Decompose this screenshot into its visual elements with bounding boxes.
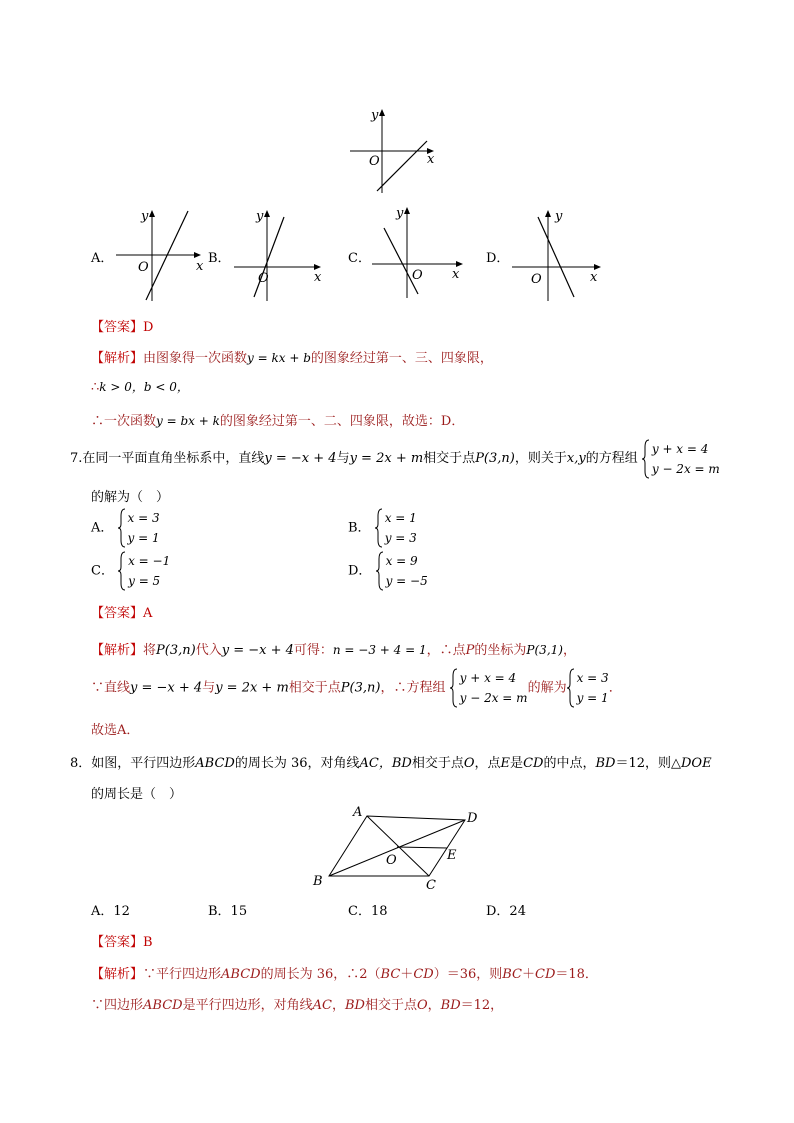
q8-stem-line1: 8．如图，平行四边形ABCD的周长为 36，对角线AC，BD相交于点O，点E是CD的中点，BD＝12，则△DOE <box>70 756 712 771</box>
q7-analysis-line1: 【解析】将P(3,n)代入y = −x + 4可得：n = −3 + 4 = 1，∴点P的坐标为P(3,1)， <box>91 643 576 658</box>
q6-b-origin: O <box>258 271 269 286</box>
q8-point-a: A <box>353 805 363 820</box>
q6-b-y-label: y <box>256 209 264 224</box>
q6-main-origin: O <box>369 154 380 169</box>
q6-d-x-label: x <box>590 270 598 285</box>
q6-c-x-label: x <box>452 267 460 282</box>
q6-analysis-line2: ∴k > 0，b < 0， <box>91 380 189 395</box>
q8-option-d: D．24 <box>486 904 526 919</box>
q7-equation-system: y + x = 4 y − 2x = m <box>642 439 720 479</box>
q8-point-e: E <box>447 848 457 863</box>
q6-d-y-label: y <box>555 209 563 224</box>
q6-c-y-label: y <box>396 206 404 221</box>
answer-tag: 【答案】 <box>91 320 144 335</box>
q6-option-c-graph <box>370 202 470 302</box>
q7-analysis-line2: ∵直线y = −x + 4与y = 2x + m相交于点P(3,n)，∴方程组 y + x = 4 y − 2x = m 的解为 x = 3 y = 1 ． <box>91 671 622 705</box>
q7-answer: 【答案】A <box>91 606 153 621</box>
analysis-tag: 【解析】 <box>91 351 144 366</box>
q6-main-x-label: x <box>427 152 435 167</box>
q8-option-b: B．15 <box>208 904 248 919</box>
q6-a-y-label: y <box>141 209 149 224</box>
q7-option-c: C． x = −1 y = 5 <box>91 554 171 588</box>
q6-b-x-label: x <box>314 270 322 285</box>
q6-a-x-label: x <box>196 259 204 274</box>
q6-main-graph <box>345 105 445 195</box>
q6-answer <box>91 316 153 335</box>
q8-point-d: D <box>467 811 478 826</box>
q7-analysis-line3: 故选A． <box>91 723 140 738</box>
q6-option-b-label: B． <box>208 251 231 266</box>
q6-option-b-graph <box>232 205 332 305</box>
q6-main-y-label: y <box>371 108 379 123</box>
answer-value: D <box>143 320 154 335</box>
q6-analysis-line3: ∴一次函数y = bx + k的图象经过第一、二、四象限，故选：D． <box>91 414 465 429</box>
q6-option-a-label: A． <box>91 251 114 266</box>
q7-stem: 7.在同一平面直角坐标系中，直线y = −x + 4与y = 2x + m相交于点P(3,n)，则关于x,y的方程组 y + x = 4 y − 2x = m <box>70 437 720 481</box>
q8-stem-line2: 的周长是（ ） <box>91 787 183 802</box>
q6-c-origin: O <box>412 268 423 283</box>
q8-point-o: O <box>386 853 397 868</box>
q6-option-d-graph <box>510 205 610 305</box>
q7-option-a: A． x = 3 y = 1 <box>91 511 160 545</box>
q8-point-c: C <box>426 878 436 893</box>
q6-a-origin: O <box>138 260 149 275</box>
q7-option-b: B． x = 1 y = 3 <box>348 511 417 545</box>
q6-d-origin: O <box>531 272 542 287</box>
q8-option-c: C．18 <box>348 904 388 919</box>
q7-stem-line2: 的解为（ ） <box>91 490 170 505</box>
q6-option-a-graph <box>112 205 217 305</box>
q6-option-d-label: D． <box>486 251 510 266</box>
q8-analysis-line2: ∵四边形ABCD是平行四边形，对角线AC，BD相交于点O，BD＝12， <box>91 998 504 1013</box>
q8-option-a: A．12 <box>91 904 130 919</box>
q8-parallelogram-figure <box>305 802 495 897</box>
q6-option-c-label: C． <box>348 251 371 266</box>
q7-option-d: D． x = 9 y = −5 <box>348 554 428 588</box>
q6-analysis-line1: 【解析】由图象得一次函数y = kx + b的图象经过第一、三、四象限， <box>91 351 493 366</box>
q8-point-b: B <box>313 874 323 889</box>
q8-answer: 【答案】B <box>91 935 153 950</box>
q8-analysis-line1: 【解析】∵平行四边形ABCD的周长为 36，∴2（BC＋CD）＝36，则BC＋CD＝18． <box>91 967 598 982</box>
